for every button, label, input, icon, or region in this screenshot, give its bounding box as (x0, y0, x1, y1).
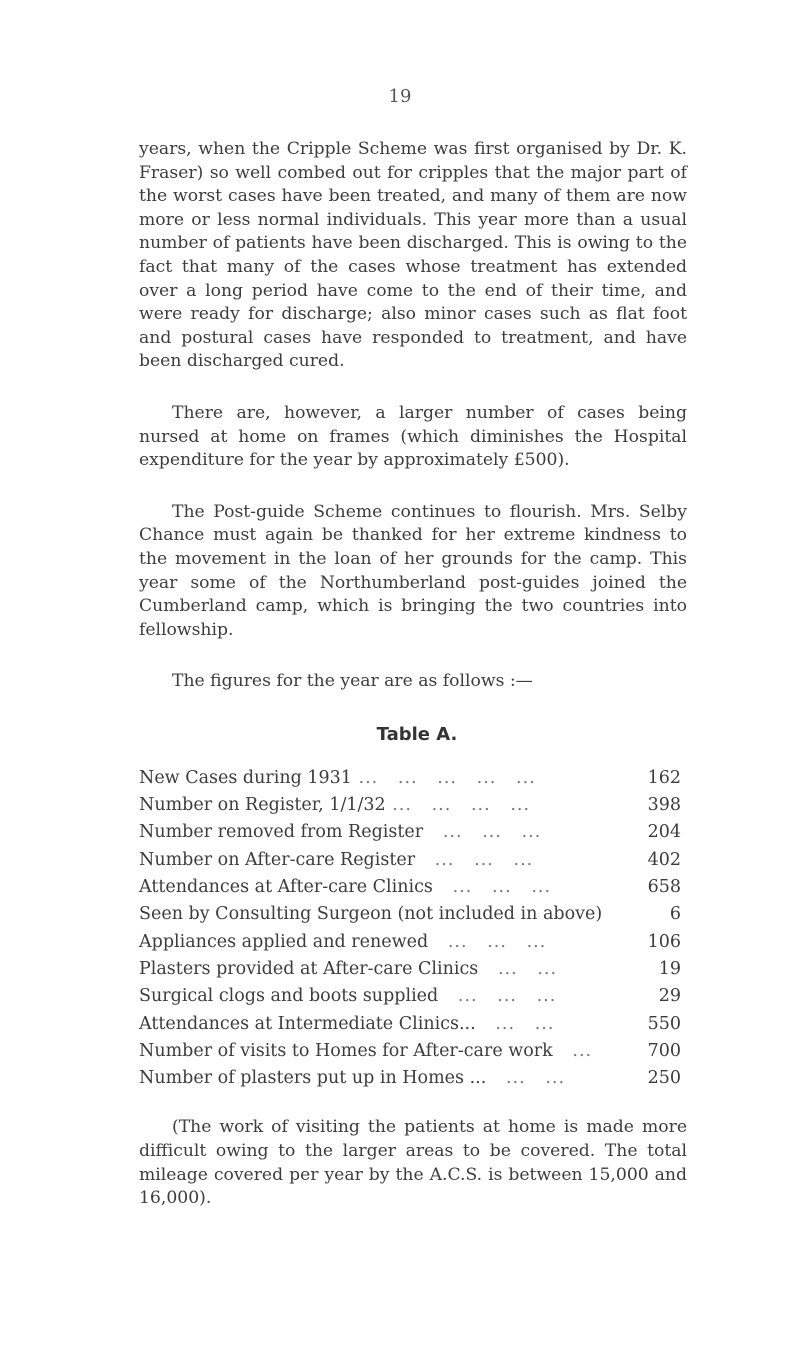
row-leader-dots: ... ... ... (415, 849, 534, 870)
row-value: 6 (669, 904, 681, 925)
table-row (139, 874, 687, 901)
row-label: Number removed from Register (139, 822, 424, 843)
table-row (139, 1011, 687, 1038)
page-number: 19 (388, 86, 412, 107)
table-row (139, 1065, 687, 1092)
paragraph-frames: There are, however, a larger number of cases being nursed at home on frames (which diminishes the Hospital expenditure for the year by approximately £500). (139, 402, 687, 471)
paragraph-mileage-note: (The work of visiting the patients at home is made more difficult owing to the larger areas to be covered. The total mileage covered per year by the A.C.S. is between 15,000 and 16,000). (139, 1117, 687, 1209)
row-value: 700 (647, 1040, 681, 1061)
row-label: Attendances at After-care Clinics (139, 877, 433, 898)
row-label-wrap (139, 901, 611, 928)
row-label-wrap (139, 1065, 611, 1092)
row-value: 398 (647, 795, 681, 816)
row-leader-dots: ... ... (478, 958, 558, 979)
row-label: Appliances applied and renewed (139, 931, 429, 952)
row-label-wrap (139, 792, 611, 819)
row-value: 204 (647, 822, 681, 843)
row-leader-dots: ... ... ... (438, 986, 557, 1007)
row-label-wrap (139, 874, 611, 901)
page-body (139, 138, 687, 1211)
row-label: Seen by Consulting Surgeon (not included in above) (139, 904, 603, 925)
row-value: 162 (647, 767, 681, 788)
row-leader-dots: ... ... ... (428, 931, 547, 952)
row-label: Number on Register, 1/1/32 (139, 795, 386, 816)
row-leader-dots: ... ... (486, 1068, 566, 1089)
row-leader-dots: ... ... ... (423, 822, 542, 843)
row-label: Plasters provided at After-care Clinics (139, 958, 479, 979)
row-label-wrap (139, 1038, 611, 1065)
row-leader-dots: ... ... ... ... (385, 795, 531, 816)
row-value: 250 (647, 1068, 681, 1089)
row-label-wrap (139, 819, 611, 846)
row-label-wrap (139, 765, 611, 792)
row-value: 658 (647, 877, 681, 898)
row-leader-dots: ... (552, 1040, 593, 1061)
row-label: New Cases during 1931 (139, 767, 352, 788)
table-row (139, 1038, 687, 1065)
row-value: 19 (658, 958, 681, 979)
row-value: 550 (647, 1013, 681, 1034)
table-title: Table A. (376, 723, 458, 745)
paragraph-figures-intro: The figures for the year are as follows :— (172, 671, 533, 692)
row-label-wrap (139, 847, 611, 874)
row-value: 402 (647, 849, 681, 870)
table-row (139, 983, 687, 1010)
paragraph-cripple-scheme: years, when the Cripple Scheme was first organised by Dr. K. Fraser) so well combed out for cripples that the major part of the worst cases have been treated, and many of them are now more or less normal individuals. This year more than a usual number of patients have been discharged. This is owing to the fact that many of the cases whose treatment has extended over a long period have come to the end of their time, and were ready for discharge; also minor cases such as flat foot and postural cases have responded to treatment, and have been discharged cured. (139, 139, 687, 372)
table-row (139, 956, 687, 983)
row-value: 106 (647, 931, 681, 952)
row-label-wrap (139, 1011, 611, 1038)
row-label: Number of visits to Homes for After-care work (139, 1040, 553, 1061)
table-row (139, 765, 687, 792)
statistics-table (139, 765, 687, 1093)
row-label: Number on After-care Register (139, 849, 416, 870)
row-leader-dots: ... ... ... ... ... (351, 767, 536, 788)
table-row (139, 792, 687, 819)
row-label-wrap (139, 983, 611, 1010)
table-row (139, 847, 687, 874)
row-value: 29 (658, 986, 681, 1007)
table-row (139, 929, 687, 956)
row-label-wrap (139, 956, 611, 983)
row-label: Number of plasters put up in Homes ... (139, 1068, 487, 1089)
row-label-wrap (139, 929, 611, 956)
row-leader-dots: ... ... (475, 1013, 555, 1034)
table-row (139, 901, 687, 928)
paragraph-post-guide: The Post-guide Scheme continues to flourish. Mrs. Selby Chance must again be thanked for her extreme kindness to the movement in the loan of her grounds for the camp. This year some of the Northumberland post-guides joined the Cumberland camp, which is bringing the two countries into fellowship. (139, 501, 687, 640)
table-row (139, 819, 687, 846)
row-label: Surgical clogs and boots supplied (139, 986, 439, 1007)
row-label: Attendances at Intermediate Clinics... (139, 1013, 476, 1034)
row-leader-dots: ... ... ... (432, 877, 552, 898)
